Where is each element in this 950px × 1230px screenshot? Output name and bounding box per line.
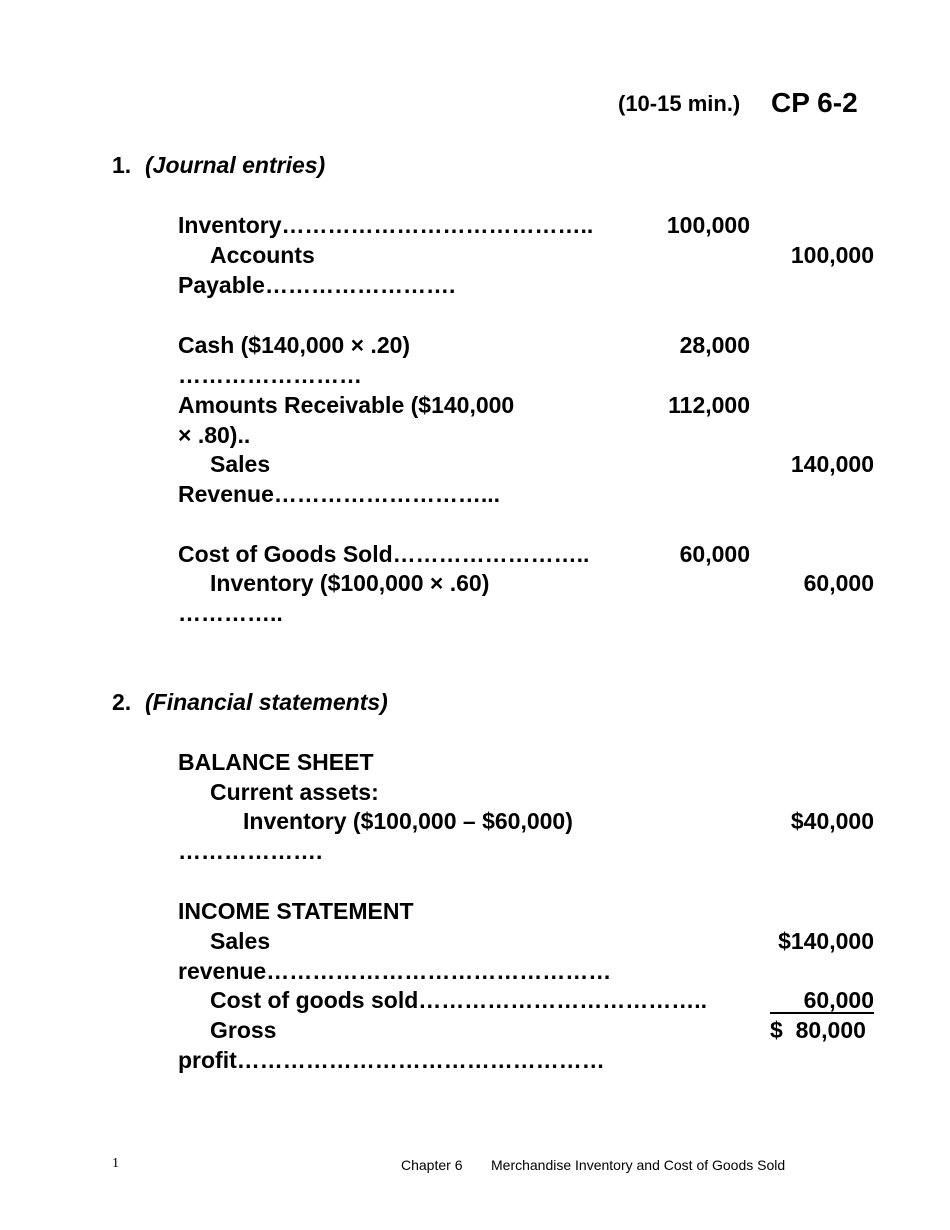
journal-account-cont: × .80).. bbox=[178, 422, 251, 448]
section1-title: (Journal entries) bbox=[145, 152, 326, 178]
current-assets-label: Current assets: bbox=[210, 779, 379, 805]
section2-title: (Financial statements) bbox=[145, 689, 388, 715]
journal-account: Sales bbox=[210, 451, 271, 477]
journal-account: Inventory………………………………….. bbox=[178, 212, 594, 238]
debit-amount: 28,000 bbox=[679, 332, 750, 358]
journal-account: Amounts Receivable ($140,000 bbox=[178, 392, 515, 418]
cogs-amount: 60,000 bbox=[803, 987, 874, 1013]
page-number: 1 bbox=[112, 1156, 119, 1171]
inventory-amount: $40,000 bbox=[790, 808, 874, 834]
problem-code: CP 6-2 bbox=[771, 87, 858, 118]
journal-account: Cash ($140,000 × .20) bbox=[178, 332, 411, 358]
sales-revenue-amount: $140,000 bbox=[778, 928, 874, 954]
credit-amount: 100,000 bbox=[790, 242, 874, 268]
cogs-label: Cost of goods sold……………………………….. bbox=[210, 987, 708, 1013]
debit-amount: 60,000 bbox=[679, 541, 750, 567]
chapter-label: Chapter 6 bbox=[401, 1157, 463, 1173]
time-estimate: (10-15 min.) bbox=[618, 91, 741, 116]
journal-account-cont: Revenue………………………... bbox=[178, 481, 501, 507]
chapter-title: Merchandise Inventory and Cost of Goods Sold bbox=[491, 1157, 786, 1173]
section2-number: 2. bbox=[112, 689, 132, 715]
gross-profit-label: Gross bbox=[210, 1017, 277, 1043]
cogs-underline bbox=[770, 1012, 874, 1014]
journal-account-cont: …………………… bbox=[178, 362, 362, 388]
sales-revenue-label-cont: revenue……………………………………… bbox=[178, 958, 612, 984]
debit-amount: 100,000 bbox=[666, 212, 750, 238]
inventory-line: Inventory ($100,000 – $60,000) bbox=[243, 808, 573, 834]
income-statement-heading: INCOME STATEMENT bbox=[178, 898, 414, 924]
credit-amount: 60,000 bbox=[803, 570, 874, 596]
inventory-line-cont: ………………. bbox=[178, 838, 323, 864]
journal-account: Inventory ($100,000 × .60) bbox=[210, 570, 490, 596]
sales-revenue-label: Sales bbox=[210, 928, 271, 954]
journal-account-cont: ………….. bbox=[178, 600, 283, 626]
credit-amount: 140,000 bbox=[790, 451, 874, 477]
gross-profit-label-cont: profit………………………………………… bbox=[178, 1047, 605, 1073]
journal-account-cont: Payable……………………. bbox=[178, 272, 456, 298]
balance-sheet-heading: BALANCE SHEET bbox=[178, 749, 374, 775]
debit-amount: 112,000 bbox=[668, 392, 750, 418]
journal-account: Accounts bbox=[210, 242, 315, 268]
section1-number: 1. bbox=[112, 152, 132, 178]
journal-account: Cost of Goods Sold…………………….. bbox=[178, 541, 590, 567]
gross-profit-amount: $ 80,000 bbox=[770, 1017, 866, 1043]
